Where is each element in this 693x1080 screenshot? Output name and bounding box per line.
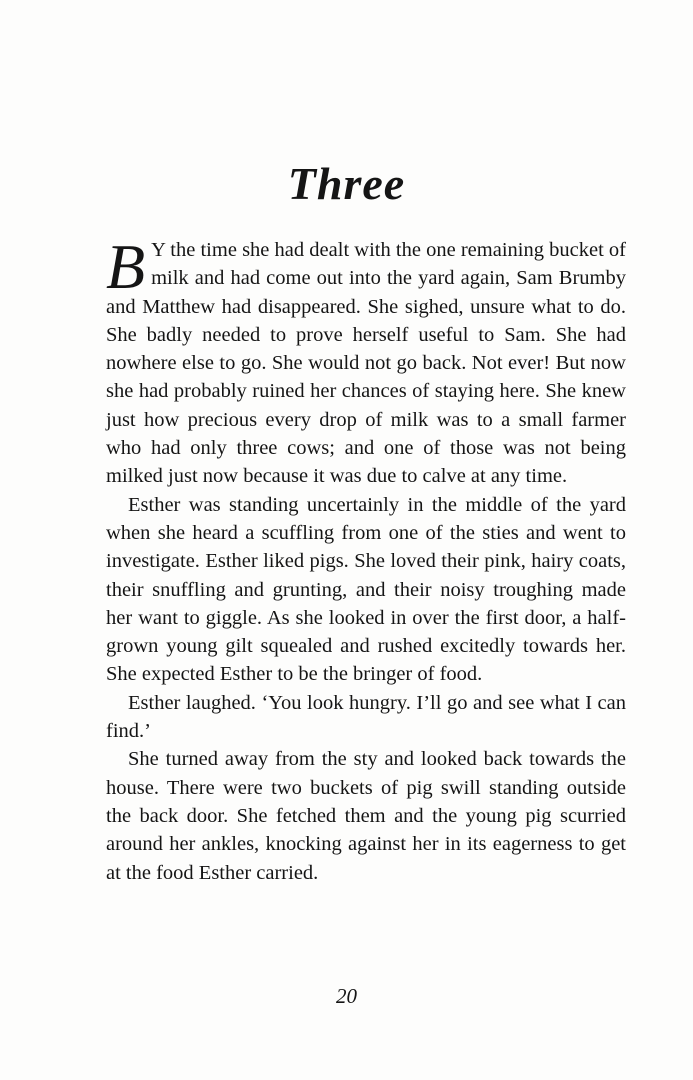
chapter-title: Three (287, 157, 406, 209)
paragraph-3: Esther laughed. ‘You look hungry. I’ll go and see what I can find.’ (106, 691, 626, 743)
paragraph-2: Esther was standing uncertainly in the middle of the yard when she heard a scuffling from one of the sties and went to investigate. Esther liked pigs. She loved their pink, hairy coats, their snuffling and grunting, and their noisy troughing made her want to giggle. As she looked in over the first door, a half-grown young gilt squealed and rushed excitedly towards her. She expected Esther to be the bringer of food. (106, 493, 626, 686)
chapter-body (106, 231, 626, 887)
paragraph-1 (106, 231, 626, 491)
drop-cap: B (106, 231, 146, 302)
page-number: 20 (336, 984, 357, 1008)
paragraph-1-text: Y the time she had dealt with the one remaining bucket of milk and had come out into the yard again, Sam Brumby and Matthew had disappeared. She sighed, unsure what to do. She badly needed to prove herself useful to Sam. She had nowhere else to go. She would not go back. Not ever! But now she had probably ruined her chances of staying here. She knew just how precious every drop of milk was to a small farmer who had only three cows; and one of those was not being milked just now because it was due to calve at any time. (106, 239, 626, 488)
paragraph-4: She turned away from the sty and looked back towards the house. There were two buckets of pig swill standing outside the back door. She fetched them and the young pig scurried around her ankles, knocking against her in its eagerness to get at the food Esther carried. (106, 748, 626, 884)
